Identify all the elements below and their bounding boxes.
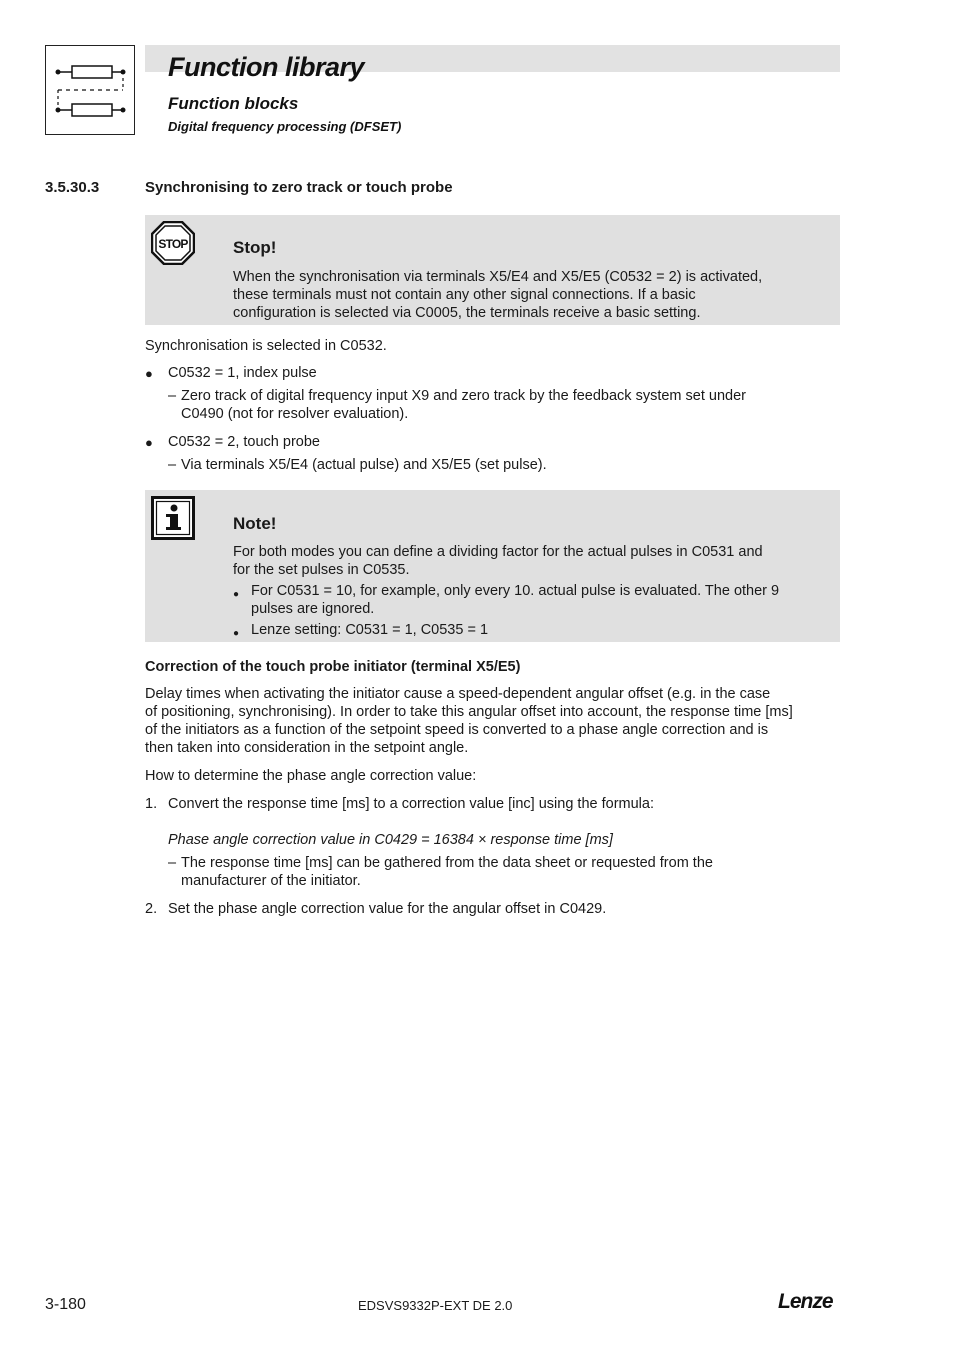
para-line: then taken into consideration in the setpoint angle. (145, 740, 469, 756)
correction-heading: Correction of the touch probe initiator (terminal X5/E5) (145, 659, 521, 675)
section-number: 3.5.30.3 (45, 179, 100, 196)
step-number: 1. (145, 796, 158, 812)
mode-detail-line: Via terminals X5/E4 (actual pulse) and X5/E5 (set pulse). (181, 457, 547, 473)
stop-callout (145, 215, 840, 325)
page-title: Function library (168, 52, 365, 82)
mode-detail-line: C0490 (not for resolver evaluation). (181, 406, 409, 422)
note-bullet-line: Lenze setting: C0531 = 1, C0535 = 1 (251, 622, 489, 638)
bullet-icon: ● (145, 435, 153, 450)
function-block-logo (45, 45, 135, 135)
page-number: 3-180 (45, 1296, 86, 1313)
note-title: Note! (233, 514, 277, 533)
stop-line: configuration is selected via C0005, the terminals receive a basic setting. (233, 305, 701, 321)
correction-paragraph (145, 685, 845, 757)
para-line: of positioning, synchronising). In order to take this angular offset into account, the response time [ms] (145, 704, 793, 720)
note-line: for the set pulses in C0535. (233, 562, 410, 578)
stop-title: Stop! (233, 238, 277, 257)
page-subtitle: Function blocks (168, 94, 299, 113)
note-bullet-line: pulses are ignored. (251, 601, 375, 617)
intro-text: Synchronisation is selected in C0532. (145, 338, 387, 354)
mode-label: C0532 = 2, touch probe (168, 434, 320, 450)
section-title: Synchronising to zero track or touch probe (145, 179, 453, 196)
dash-icon: – (168, 388, 177, 404)
para-line: Delay times when activating the initiator cause a speed-dependent angular offset (e.g. in the case (145, 686, 771, 702)
function-block-diagram-icon (46, 46, 134, 134)
step-1-detail (181, 854, 713, 890)
step-1-detail-line: The response time [ms] can be gathered from the data sheet or requested from the (181, 855, 713, 871)
lenze-logo: Lenze (778, 1290, 833, 1313)
stop-sign-icon (151, 221, 195, 270)
page-subsubtitle: Digital frequency processing (DFSET) (168, 119, 402, 134)
bullet-icon: ● (233, 589, 240, 600)
bullet-icon: ● (233, 628, 240, 639)
info-icon (151, 496, 195, 545)
note-bullet (251, 582, 841, 618)
mode-label: C0532 = 1, index pulse (168, 365, 317, 381)
step-number: 2. (145, 901, 158, 917)
step-1: Convert the response time [ms] to a correction value [inc] using the formula: (168, 796, 654, 812)
para-line: of the initiators as a function of the setpoint speed is converted to a phase angle correction and is (145, 722, 769, 738)
note-text (233, 543, 833, 579)
formula: Phase angle correction value in C0429 = 16384 × response time [ms] (168, 832, 613, 848)
stop-line: these terminals must not contain any other signal connections. If a basic (233, 287, 696, 303)
note-bullet-line: For C0531 = 10, for example, only every 10. actual pulse is evaluated. The other 9 (251, 583, 780, 599)
stop-line: When the synchronisation via terminals X5/E4 and X5/E5 (C0532 = 2) is activated, (233, 269, 763, 285)
howto-text: How to determine the phase angle correction value: (145, 768, 477, 784)
step-1-detail-line: manufacturer of the initiator. (181, 873, 361, 889)
document-id: EDSVS9332P-EXT DE 2.0 (358, 1298, 513, 1313)
dash-icon: – (168, 457, 177, 473)
svg-text:STOP: STOP (158, 237, 188, 251)
mode-detail (181, 387, 746, 423)
note-callout (145, 490, 840, 642)
stop-text (233, 268, 833, 322)
bullet-icon: ● (145, 366, 153, 381)
mode-detail-line: Zero track of digital frequency input X9 and zero track by the feedback system set under (181, 388, 746, 404)
dash-icon: – (168, 855, 177, 871)
note-line: For both modes you can define a dividing factor for the actual pulses in C0531 and (233, 544, 763, 560)
step-2: Set the phase angle correction value for the angular offset in C0429. (168, 901, 607, 917)
